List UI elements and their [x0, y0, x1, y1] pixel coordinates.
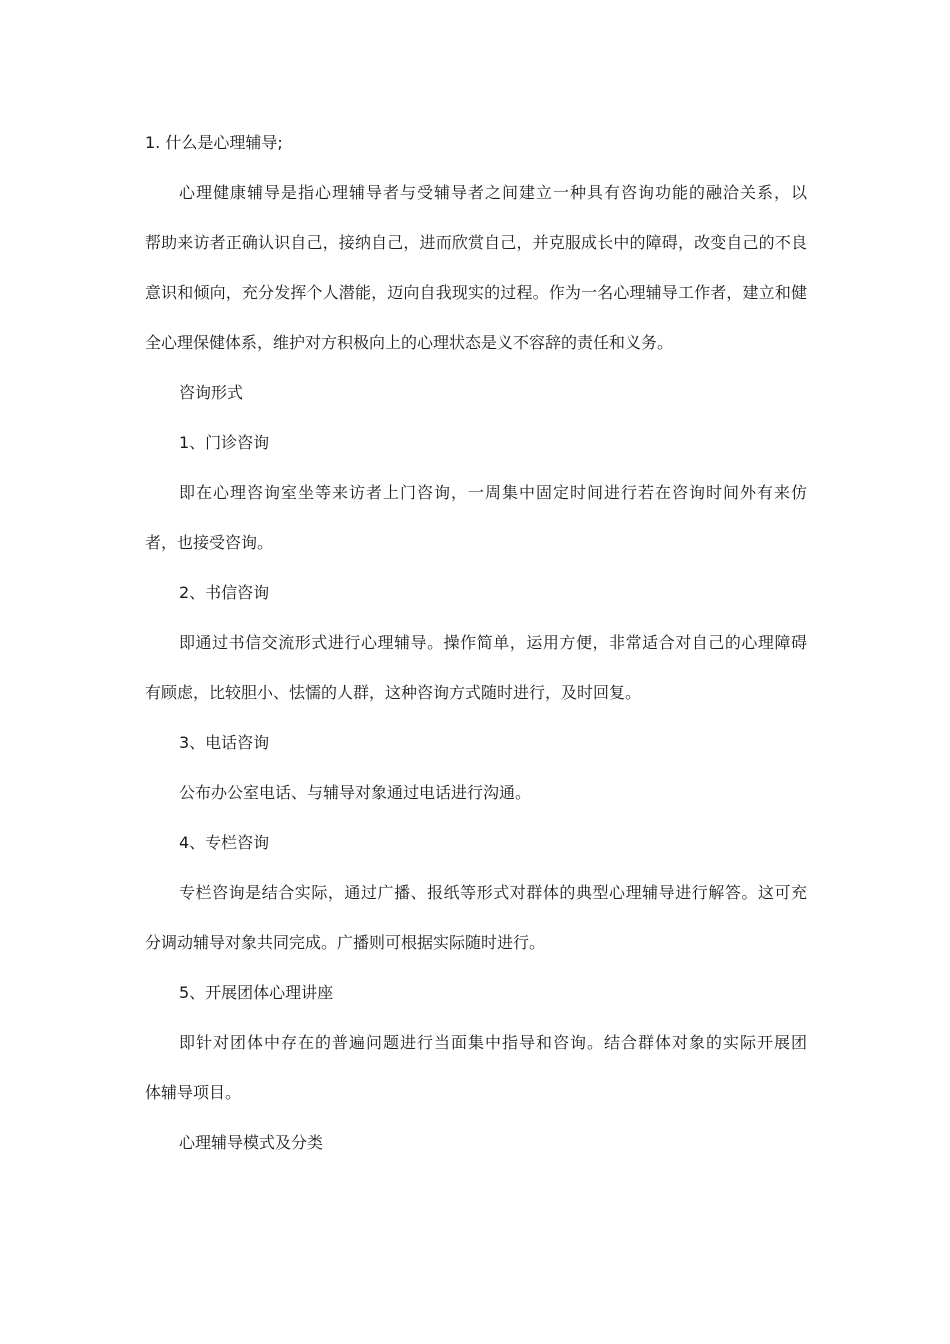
paragraph-line: 全心理保健体系，维护对方积极向上的心理状态是义不容辞的责任和义务。: [145, 333, 674, 352]
paragraph-line: 体辅导项目。: [145, 1083, 242, 1102]
list-heading-phone: 3、电话咨询: [179, 733, 270, 752]
paragraph-line: 意识和倾向，充分发挥个人潜能，迈向自我现实的过程。作为一名心理辅导工作者，建立和健: [145, 283, 807, 302]
list-heading-letter: 2、书信咨询: [179, 583, 270, 602]
section-heading-what-is-counseling: 1. 什么是心理辅导;: [145, 133, 283, 152]
paragraph-line: 分调动辅导对象共同完成。广播则可根据实际随时进行。: [145, 933, 546, 952]
document-body: [145, 128, 807, 1178]
paragraph-line: 专栏咨询是结合实际，通过广播、报纸等形式对群体的典型心理辅导进行解答。这可充: [179, 883, 807, 902]
paragraph-line: 即在心理咨询室坐等来访者上门咨询，一周集中固定时间进行若在咨询时间外有来仿: [179, 483, 807, 502]
paragraph-line: 即通过书信交流形式进行心理辅导。操作简单，运用方便，非常适合对自己的心理障碍: [179, 633, 807, 652]
paragraph-line: 即针对团体中存在的普遍问题进行当面集中指导和咨询。结合群体对象的实际开展团: [179, 1033, 807, 1052]
paragraph-line: 者，也接受咨询。: [145, 533, 274, 552]
paragraph-line: 公布办公室电话、与辅导对象通过电话进行沟通。: [179, 783, 532, 802]
subheading-counseling-models: 心理辅导模式及分类: [179, 1133, 324, 1152]
list-heading-column: 4、专栏咨询: [179, 833, 270, 852]
paragraph-line: 心理健康辅导是指心理辅导者与受辅导者之间建立一种具有咨询功能的融洽关系，以: [179, 183, 807, 202]
paragraph-line: 帮助来访者正确认识自己，接纳自己，进而欣赏自己，并克服成长中的障碍，改变自己的不良: [145, 233, 807, 252]
list-heading-outpatient: 1、门诊咨询: [179, 433, 270, 452]
paragraph-line: 有顾虑，比较胆小、怯懦的人群，这种咨询方式随时进行，及时回复。: [145, 683, 642, 702]
subheading-consultation-forms: 咨询形式: [179, 383, 244, 402]
list-heading-group-lecture: 5、开展团体心理讲座: [179, 983, 334, 1002]
